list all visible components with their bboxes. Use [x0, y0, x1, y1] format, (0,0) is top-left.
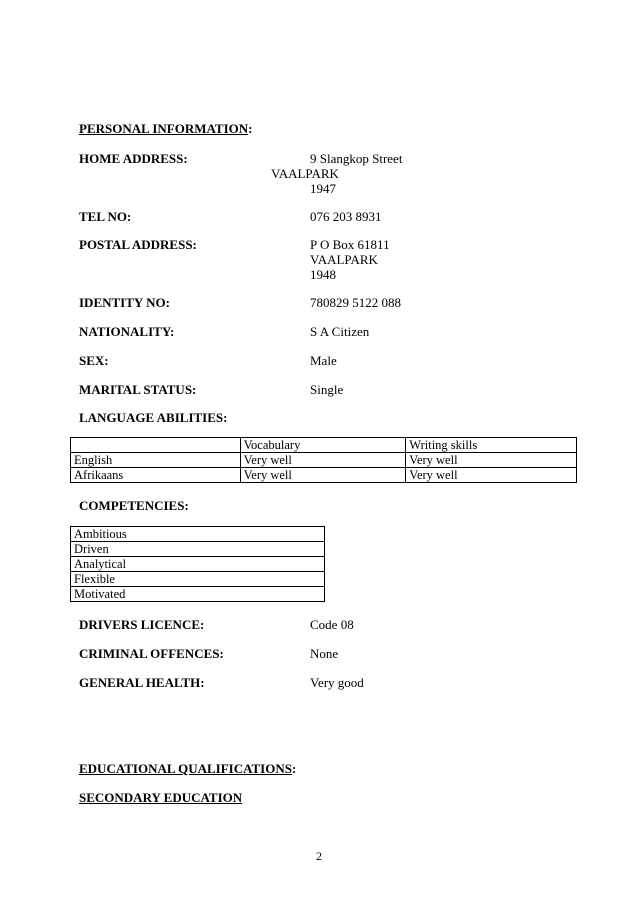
personal-info-heading-text: PERSONAL INFORMATION — [79, 121, 249, 136]
page-number: 2 — [316, 849, 322, 863]
secondary-education-heading: SECONDARY EDUCATION — [79, 790, 243, 805]
table-row — [71, 557, 325, 572]
drivers-licence-value: Code 08 — [310, 617, 354, 632]
home-address-line3: 1947 — [310, 181, 336, 196]
marital-status-label: MARITAL STATUS: — [79, 382, 197, 397]
language-abilities-heading: LANGUAGE ABILITIES: — [79, 410, 228, 425]
table-row — [71, 468, 577, 483]
sex-label: SEX: — [79, 353, 109, 368]
table-cell: Very well — [406, 453, 577, 468]
table-cell: Very well — [406, 468, 577, 483]
tel-value: 076 203 8931 — [310, 209, 382, 224]
table-cell: English — [71, 453, 241, 468]
language-table — [70, 437, 577, 483]
marital-status-value: Single — [310, 382, 344, 397]
identity-value: 780829 5122 088 — [310, 295, 401, 310]
nationality-label: NATIONALITY: — [79, 324, 175, 339]
table-header-cell: Writing skills — [406, 438, 577, 453]
competency-item: Motivated — [71, 587, 325, 602]
home-address-line2: VAALPARK — [271, 166, 339, 181]
table-cell: Afrikaans — [71, 468, 241, 483]
competency-item: Ambitious — [71, 527, 325, 542]
table-header-cell — [71, 438, 241, 453]
drivers-licence-label: DRIVERS LICENCE: — [79, 617, 205, 632]
competencies-table — [70, 526, 325, 602]
competency-item: Flexible — [71, 572, 325, 587]
table-header-row — [71, 438, 577, 453]
general-health-value: Very good — [310, 675, 364, 690]
table-cell: Very well — [240, 453, 406, 468]
criminal-offences-value: None — [310, 646, 339, 661]
postal-address-label: POSTAL ADDRESS: — [79, 237, 197, 252]
personal-info-heading-colon: : — [248, 121, 253, 136]
table-header-cell: Vocabulary — [240, 438, 406, 453]
postal-address-line3: 1948 — [310, 267, 336, 282]
tel-label: TEL NO: — [79, 209, 132, 224]
postal-address-line2: VAALPARK — [310, 252, 378, 267]
competencies-heading: COMPETENCIES: — [79, 498, 189, 513]
table-cell: Very well — [240, 468, 406, 483]
competency-item: Driven — [71, 542, 325, 557]
table-row — [71, 453, 577, 468]
postal-address-line1: P O Box 61811 — [310, 237, 390, 252]
sex-value: Male — [310, 353, 337, 368]
home-address-line1: 9 Slangkop Street — [310, 151, 403, 166]
table-row — [71, 587, 325, 602]
nationality-value: S A Citizen — [310, 324, 370, 339]
education-heading-text: EDUCATIONAL QUALIFICATIONS — [79, 761, 292, 776]
table-row — [71, 527, 325, 542]
criminal-offences-label: CRIMINAL OFFENCES: — [79, 646, 224, 661]
table-row — [71, 542, 325, 557]
home-address-label: HOME ADDRESS: — [79, 151, 188, 166]
education-heading — [79, 761, 296, 776]
competency-item: Analytical — [71, 557, 325, 572]
personal-info-heading — [79, 121, 252, 136]
table-row — [71, 572, 325, 587]
identity-label: IDENTITY NO: — [79, 295, 170, 310]
education-heading-colon: : — [291, 761, 297, 776]
general-health-label: GENERAL HEALTH: — [79, 675, 205, 690]
